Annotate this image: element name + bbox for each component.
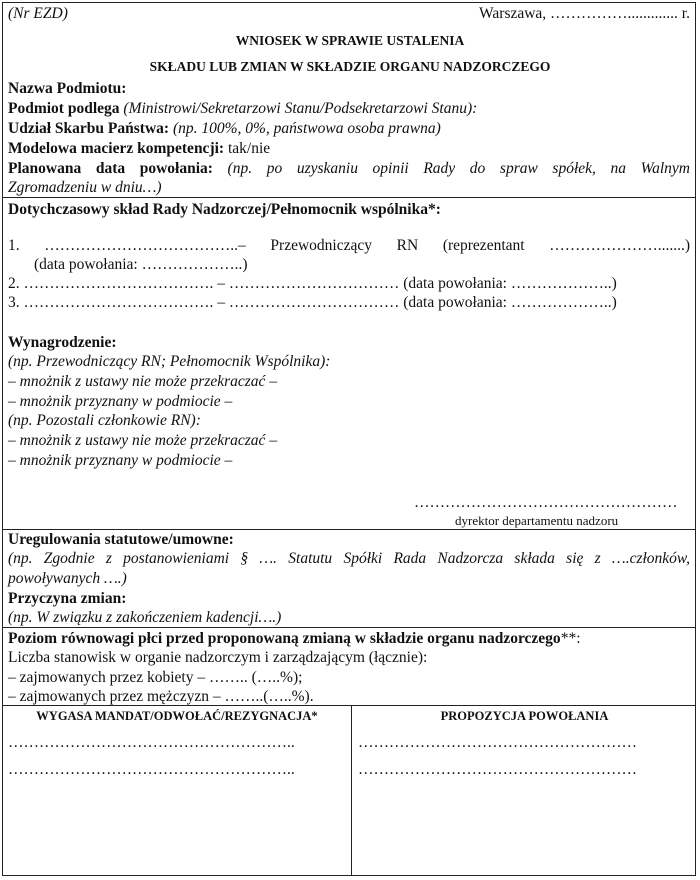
reason-hint: (np. W związku z zakończeniem kadencji….) xyxy=(8,609,282,626)
planned-label: Planowana data powołania: xyxy=(8,160,213,177)
signature-line: …………………………………………… xyxy=(414,494,678,511)
board-row-1-date: (data powołania: ………………..) xyxy=(34,256,248,273)
subject-label: Podmiot podlega xyxy=(8,100,120,117)
signature-caption: dyrektor departamentu nadzoru xyxy=(455,513,619,528)
salary-line-4: (np. Pozostali członkowie RN): xyxy=(8,412,201,429)
divider-1 xyxy=(2,197,696,198)
salary-line-6: – mnożnik przyznany w podmiocie – xyxy=(8,452,233,469)
salary-heading: Wynagrodzenie: xyxy=(8,334,117,351)
planned-hint-cont: Zgromadzeniu w dniu…) xyxy=(8,179,162,196)
appoint-line-1: ……………………………………………… xyxy=(358,734,637,751)
salary-line-3: – mnożnik przyznany w podmiocie – xyxy=(8,393,233,410)
board-row-1: 1. ………………………………..– Przewodniczący RN (reprezentant ………………….......) xyxy=(8,237,690,254)
salary-line-1: (np. Przewodniczący RN; Pełnomocnik Wspólnika): xyxy=(8,353,331,370)
board-heading: Dotychczasowy skład Rady Nadzorczej/Pełnomocnik wspólnika*: xyxy=(8,201,441,218)
entity-name-label: Nazwa Podmiotu: xyxy=(8,80,127,97)
share-row xyxy=(8,119,441,139)
gender-heading: Poziom równowagi płci przed proponowaną zmianą w składzie organu nadzorczego xyxy=(8,630,561,647)
gender-heading-suffix: **: xyxy=(560,630,581,647)
divider-3 xyxy=(2,627,696,628)
planned-row xyxy=(8,159,690,179)
column-divider xyxy=(351,705,352,876)
planned-hint: (np. po uzyskaniu opinii Rady do spraw spółek, na Walnym xyxy=(212,160,690,177)
salary-line-5: – mnożnik z ustawy nie może przekraczać – xyxy=(8,432,278,449)
appoint-column-title: PROPOZYCJA POWOŁANIA xyxy=(440,709,609,723)
expire-line-2: ……………………………………………….. xyxy=(8,761,295,778)
subject-hint: (Ministrowi/Sekretarzowi Stanu/Podsekretarzowi Stanu): xyxy=(119,100,478,117)
salary-line-2: – mnożnik z ustawy nie może przekraczać – xyxy=(8,373,278,390)
statute-hint-1: (np. Zgodnie z postanowieniami § …. Statutu Spółki Rada Nadzorcza składa się z ….członków, xyxy=(8,550,690,567)
ezd-number: (Nr EZD) xyxy=(8,5,68,22)
share-hint: (np. 100%, 0%, państwowa osoba prawna) xyxy=(169,120,441,137)
reason-label: Przyczyna zmian: xyxy=(8,590,127,607)
statute-hint-2: powoływanych ….) xyxy=(8,570,127,587)
gender-line-1: Liczba stanowisk w organie nadzorczym i zarządzającym (łącznie): xyxy=(8,649,428,666)
expire-column-title: WYGASA MANDAT/ODWOŁAĆ/REZYGNACJA* xyxy=(36,709,318,723)
gender-line-3: – zajmowanych przez mężczyzn – ……..(…..%). xyxy=(8,688,314,705)
competence-value: tak/nie xyxy=(224,140,271,157)
appoint-line-2: ……………………………………………… xyxy=(358,761,637,778)
gender-line-2: – zajmowanych przez kobiety – …….. (…..%); xyxy=(8,669,303,686)
divider-4 xyxy=(2,705,696,706)
statute-heading: Uregulowania statutowe/umowne: xyxy=(8,531,234,548)
subject-row xyxy=(8,99,477,119)
expire-line-1: ……………………………………………….. xyxy=(8,734,295,751)
place-date: Warszawa, ……………............. r. xyxy=(479,5,690,22)
board-row-3: 3. ………………………………. – …………………………… (data powołania: ………………..) xyxy=(8,294,617,311)
form-title-line2: SKŁADU LUB ZMIAN W SKŁADZIE ORGANU NADZORCZEGO xyxy=(149,59,551,74)
competence-label: Modelowa macierz kompetencji: xyxy=(8,140,225,157)
gender-heading-row xyxy=(8,629,581,649)
board-row-2: 2. ………………………………. – …………………………… (data powołania: ………………..) xyxy=(8,275,617,292)
competence-row xyxy=(8,139,270,159)
share-label: Udział Skarbu Państwa: xyxy=(8,120,170,137)
form-title-line1: WNIOSEK W SPRAWIE USTALENIA xyxy=(235,33,465,48)
